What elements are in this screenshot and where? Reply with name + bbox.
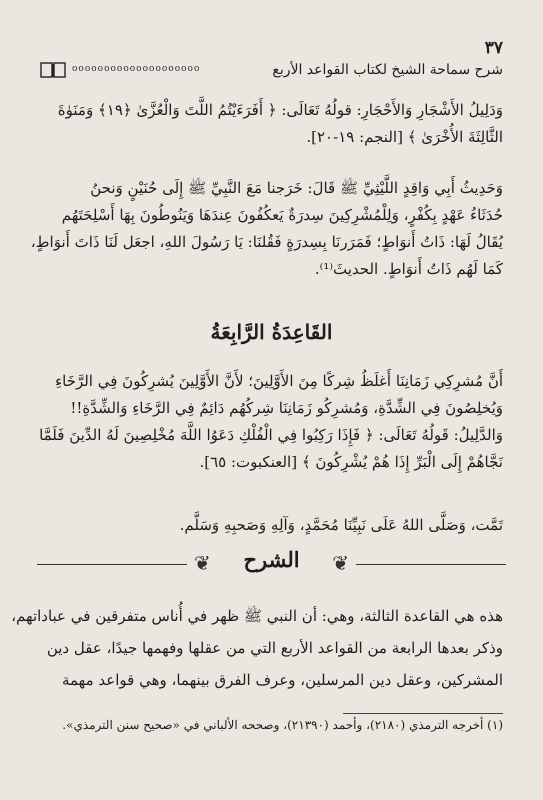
- paragraph-4: [11, 600, 503, 696]
- ornament-icon: ❦: [332, 551, 349, 575]
- paragraph-1: [40, 97, 503, 151]
- line: هذه هي القاعدة الثالثة، وهي: أن النبي ﷺ ظهر في أُناس متفرقين في عباداتهم،: [11, 607, 503, 625]
- footnote: (١) أخرجه الترمذي (٢١٨٠)، وأحمد (٢١٣٩٠)، وصححه الألباني في «صحيح سنن الترمذي».: [62, 718, 503, 732]
- paragraph-2: [30, 175, 503, 283]
- paragraph-3: [40, 368, 503, 476]
- ornament-icon: ❦: [194, 551, 211, 575]
- line: نَجَّاهُمْ إِلَى الْبَرِّ إِذَا هُمْ يُشْرِكُونَ ﴾ [العنكبوت: ٦٥].: [199, 453, 503, 471]
- line: تَمَّت، وَصَلَّى اللهُ عَلَى نَبِيِّنَا مُحَمَّدٍ، وَآلِهِ وَصَحبِهِ وَسَلَّم.: [179, 516, 503, 534]
- line: وذكر بعدها الرابعة من القواعد الأربع التي من عقلها وفهمها جيدًا، عقل دين: [46, 639, 503, 657]
- running-title: شرح سماحة الشيخ لكتاب القواعد الأربع: [272, 62, 503, 78]
- line: وَيُخلِصُونَ فِي الشِّدَّةِ، وَمُشرِكُو زَمَانِنَا شِركُهُم دَائِمٌ فِي الرَّخَاءِ وَالشِّدَّةِ!!: [70, 399, 503, 417]
- line: المشركين، وعقل دين المرسلين، وعرف الفرق بينهما، وهي قواعد مهمة: [61, 671, 503, 689]
- header-ornament: oooooooooooooooooooo: [72, 64, 201, 74]
- sharh-title: الشرح: [243, 547, 300, 572]
- line: الثَّالِثَةَ الأُخْرَىٰ ﴾ [النجم: ١٩-٢٠].: [306, 128, 503, 146]
- page-number: ٣٧: [484, 38, 503, 58]
- page-header: [40, 38, 503, 82]
- line: وَالدَّلِيلُ: قَولُهُ تَعَالَى: ﴿ فَإِذَا رَكِبُوا فِي الْفُلْكِ دَعَوُا اللَّهَ مُخْلِصِينَ لَهُ الدِّينَ فَلَمَّا: [39, 426, 503, 444]
- footnote-rule: [343, 713, 503, 714]
- line: كَمَا لَهُم ذَاتُ أَنوَاطٍ. الحديثَ⁽¹⁾.: [314, 260, 503, 278]
- sharh-divider: [22, 545, 521, 583]
- line: وَدَلِيلُ الأَشْجَارِ وَالأَحْجَارِ: قولُهُ تَعَالَى: ﴿ أَفَرَءَيْتُمُ اللَّتَ وَالْعُزَّىٰ ﴿١٩﴾ وَمَنَوٰةَ: [57, 101, 503, 119]
- line: وَحَدِيثُ أَبِي وَاقِدٍ اللَّيْثِيِّ ﷺ قَالَ: خَرَجنا مَعَ النَّبِيِّ ﷺ إِلَى حُنَيْنٍ وَنحنُ: [90, 179, 503, 197]
- line: حُدَثَاءُ عَهْدٍ بِكُفْرٍ، وَلِلْمُشْرِكِينَ سِدرَةٌ يَعكُفُونَ عِندَهَا وَيَنُوطُونَ بِهَا أَسْلِحَتَهُم: [61, 206, 503, 224]
- section-heading: القَاعِدَةُ الرَّابِعَةُ: [210, 320, 333, 344]
- closing-line: [40, 512, 503, 539]
- line: أَنَّ مُشرِكِي زَمَانِنَا أَغلَظُ شِركًا مِنَ الأَوَّلِينَ؛ لأَنَّ الأَوَّلِينَ يُشرِكُونَ فِي الرَّخَاءِ: [55, 372, 503, 390]
- book-icon: [40, 62, 66, 78]
- line: يُقَالُ لَهَا: ذَاتُ أَنوَاطٍ؛ فَمَرَرنَا بِسِدرَةٍ فَقُلنَا: يَا رَسُولَ اللهِ، اجعَل لَنَا ذَاتَ أَنوَاطٍ،: [30, 233, 503, 251]
